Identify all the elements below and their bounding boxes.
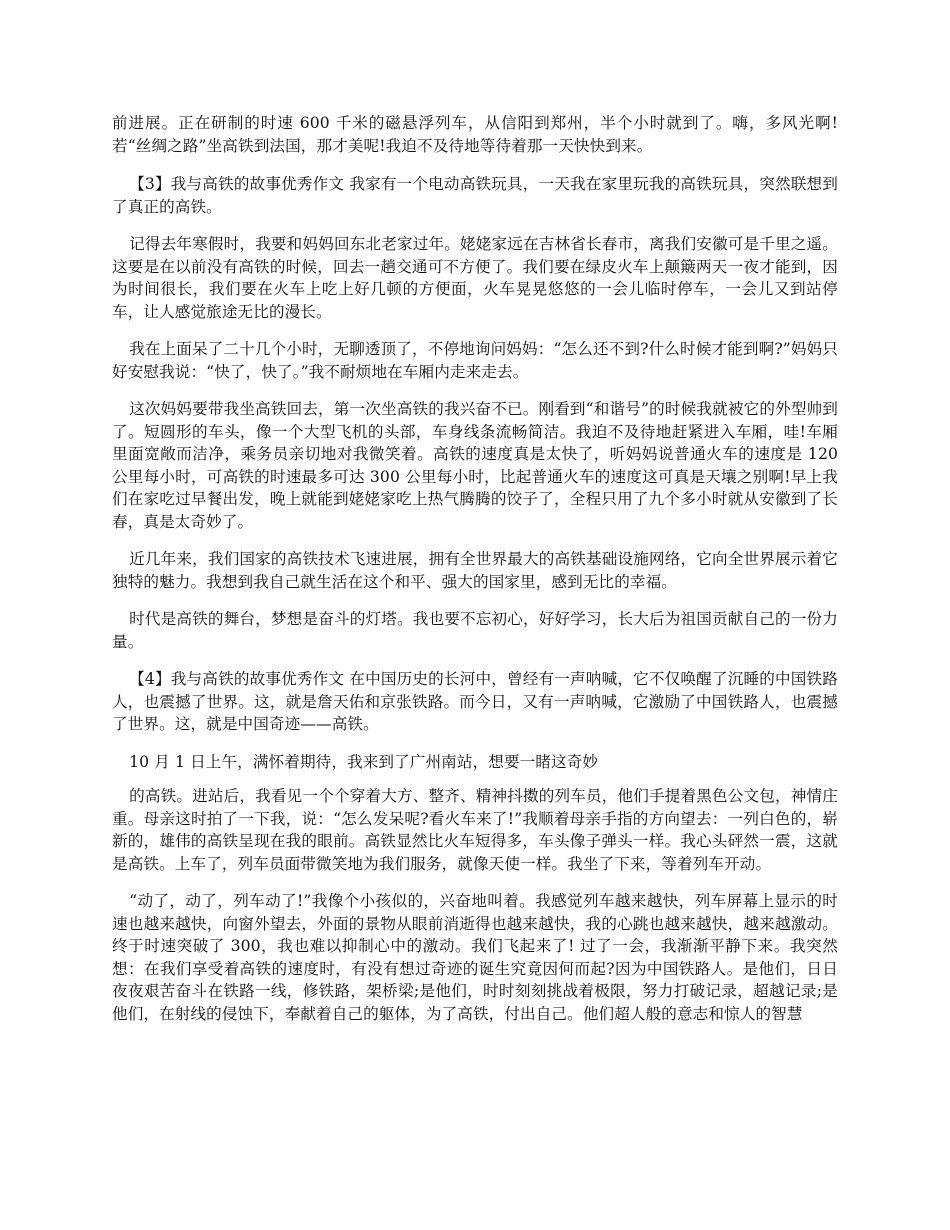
paragraph-first-high-speed-ride: 这次妈妈要带我坐高铁回去，第一次坐高铁的我兴奋不已。刚看到“和谐号”的时候我就被它的外型帅到了。短圆形的车头，像一个大型飞机的头部，车身线条流畅简洁。我迫不及待地赶紧进入车厢，哇!车厢里面宽敞而洁净，乘务员亲切地对我微笑着。高铁的速度真是太快了，听妈妈说普通火车的速度是 120 公里每小时，可高铁的时速最多可达 300 公里每小时，比起普通火车的速度这可真是天壤之别啊!早上我们在家吃过早餐出发，晚上就能到姥姥家吃上热气腾腾的饺子了，全程只用了九个多小时就从安徽到了长春，真是太奇妙了。	[112, 400, 838, 531]
paragraph-national-progress: 近几年来，我们国家的高铁技术飞速进展，拥有全世界最大的高铁基础设施网络，它向全世界展示着它独特的魅力。我想到我自己就生活在这个和平、强大的国家里，感到无比的幸福。	[112, 550, 838, 591]
paragraph-essay-4-heading: 【4】我与高铁的故事优秀作文 在中国历史的长河中，曾经有一声呐喊，它不仅唤醒了沉睡的中国铁路人，也震撼了世界。这，就是詹天佑和京张铁路。而今日，又有一声呐喊，它激励了中国铁路人，也震撼了世界。这，就是中国奇迹——高铁。	[112, 670, 838, 733]
paragraph-long-wait: 我在上面呆了二十几个小时，无聊透顶了，不停地询问妈妈：“怎么还不到?什么时候才能到啊?”妈妈只好安慰我说：“快了，快了。”我不耐烦地在车厢内走来走去。	[112, 340, 838, 381]
document-page	[112, 112, 838, 1040]
paragraph-essay-3-heading: 【3】我与高铁的故事优秀作文 我家有一个电动高铁玩具，一天我在家里玩我的高铁玩具，突然联想到了真正的高铁。	[112, 175, 838, 216]
paragraph-train-departs: “动了，动了，列车动了!”我像个小孩似的，兴奋地叫着。我感觉列车越来越快，列车屏幕上显示的时速也越来越快，向窗外望去，外面的景物从眼前消逝得也越来越快，我的心跳也越来越快，越来越激动。终于时速突破了 300，我也难以抑制心中的激动。我们飞起来了! 过了一会，我渐渐平静下来。我突然想：在我们享受着高铁的速度时，有没有想过奇迹的诞生究竟因何而起?因为中国铁路人。是他们，日日夜夜艰苦奋斗在铁路一线，修铁路，架桥梁;是他们，时时刻刻挑战着极限，努力打破记录，超越记录;是他们，在射线的侵蚀下，奉献着自己的躯体，为了高铁，付出自己。他们超人般的意志和惊人的智慧	[112, 892, 838, 1023]
paragraph-dream-lighthouse: 时代是高铁的舞台，梦想是奋斗的灯塔。我也要不忘初心，好好学习，长大后为祖国贡献自己的一份力量。	[112, 610, 838, 651]
paragraph-october-first: 10 月 1 日上午，满怀着期待，我来到了广州南站，想要一睹这奇妙	[129, 752, 599, 771]
paragraph-maglev-intro: 前进展。正在研制的时速 600 千米的磁悬浮列车，从信阳到郑州，半个小时就到了。嗨，多风光啊!若“丝绸之路”坐高铁到法国，那才美呢!我迫不及待地等待着那一天快快到来。	[112, 114, 838, 155]
paragraph-winter-trip: 记得去年寒假时，我要和妈妈回东北老家过年。姥姥家远在吉林省长春市，离我们安徽可是千里之遥。这要是在以前没有高铁的时候，回去一趟交通可不方便了。我们要在绿皮火车上颠簸两天一夜才能到，因为时间很长，我们要在火车上吃上好几顿的方便面，火车晃晃悠悠的一会儿临时停车，一会儿又到站停车，让人感觉旅途无比的漫长。	[112, 235, 838, 321]
paragraph-station-arrival: 的高铁。进站后，我看见一个个穿着大方、整齐、精神抖擞的列车员，他们手提着黑色公文包，神情庄重。母亲这时拍了一下我，说：“怎么发呆呢?看火车来了!”我顺着母亲手指的方向望去：一列白色的，崭新的，雄伟的高铁呈现在我的眼前。高铁显然比火车短得多，车头像子弹头一样。我心头砰然一震，这就是高铁。上车了，列车员面带微笑地为我们服务，就像天使一样。我坐了下来，等着列车开动。	[112, 787, 838, 873]
